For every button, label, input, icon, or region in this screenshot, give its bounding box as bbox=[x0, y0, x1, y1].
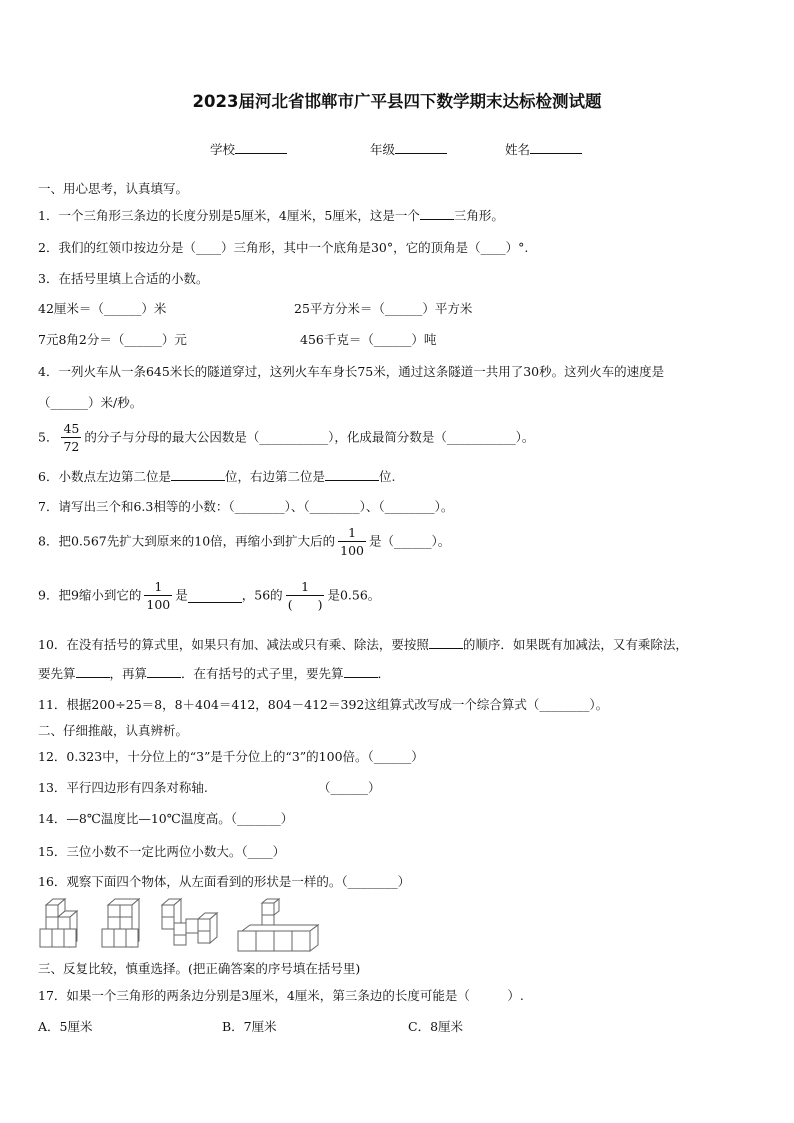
question-13: 13．平行四边形有四条对称轴. bbox=[38, 780, 208, 795]
q17-option-c[interactable]: C．8厘米 bbox=[408, 1019, 464, 1034]
question-2: 2．我们的红领巾按边分是（____）三角形，其中一个底角是30°，它的顶角是（____）°. bbox=[38, 240, 529, 255]
question-4-line1: 4．一列火车从一条645米长的隧道穿过，这列火车车身长75米，通过这条隧道一共用了30秒。这列火车的速度是 bbox=[38, 364, 665, 379]
question-12: 12．0.323中，十分位上的“3”是千分位上的“3”的100倍。（______） bbox=[38, 749, 424, 764]
question-4-line2: （______）米/秒。 bbox=[38, 395, 143, 410]
grade-label: 年级 bbox=[370, 142, 396, 157]
q6-text-a: 6．小数点左边第二位是 bbox=[38, 469, 171, 484]
section-1-heading: 一、用心思考，认真填写。 bbox=[38, 181, 189, 196]
school-blank[interactable] bbox=[235, 140, 287, 154]
q10-blank-4[interactable] bbox=[344, 664, 378, 678]
q10-blank-2[interactable] bbox=[76, 664, 110, 678]
question-3: 3．在括号里填上合适的小数。 bbox=[38, 271, 209, 286]
q8-numerator: 1 bbox=[338, 524, 366, 542]
question-3c: 7元8角2分＝（______）元 bbox=[38, 332, 187, 347]
question-5 bbox=[38, 420, 534, 455]
q5-number: 5． bbox=[38, 429, 59, 445]
q9-denominator-2[interactable]: ( ) bbox=[287, 597, 323, 612]
q10-text-f: ． bbox=[377, 666, 391, 681]
name-field[interactable] bbox=[505, 140, 582, 158]
q10-blank-1[interactable] bbox=[429, 635, 463, 649]
question-17: 17．如果一个三角形的两条边分别是3厘米，4厘米，第三条边的长度可能是（ ）. bbox=[38, 988, 524, 1003]
q10-text-e: ．在有括号的式子里，要先算 bbox=[181, 666, 344, 681]
question-11: 11．根据200÷25＝8，8＋404＝412，804－412＝392这组算式改写成一个综合算式（________）。 bbox=[38, 697, 609, 712]
q9-numerator-2: 1 bbox=[286, 578, 325, 596]
q10-text-a: 10．在没有括号的算式里，如果只有加、减法或只有乘、除法，要按照 bbox=[38, 637, 429, 652]
cube-figure-4 bbox=[238, 899, 318, 951]
question-1 bbox=[38, 206, 504, 225]
q9-denominator-1: 100 bbox=[146, 597, 171, 612]
q9-text-d: 是0.56。 bbox=[327, 587, 381, 603]
q9-fraction-1 bbox=[144, 578, 172, 613]
q17-option-a[interactable]: A．5厘米 bbox=[38, 1019, 93, 1034]
question-10-line1 bbox=[38, 635, 688, 654]
q9-blank[interactable] bbox=[188, 589, 242, 603]
q8-text-b: 是（______）。 bbox=[369, 533, 451, 549]
question-16: 16．观察下面四个物体，从左面看到的形状是一样的。（________） bbox=[38, 874, 411, 889]
q6-blank-1[interactable] bbox=[171, 467, 225, 481]
question-3a: 42厘米＝（______）米 bbox=[38, 301, 167, 316]
name-label: 姓名 bbox=[505, 142, 531, 157]
question-15: 15．三位小数不一定比两位小数大。（____） bbox=[38, 844, 286, 859]
q6-text-c: 位. bbox=[378, 469, 396, 484]
q5-text: 的分子与分母的最大公因数是（___________），化成最简分数是（___________）。 bbox=[84, 429, 535, 445]
q9-text-b: 是 bbox=[175, 587, 188, 603]
q8-fraction bbox=[338, 524, 366, 559]
grade-blank[interactable] bbox=[395, 140, 447, 154]
question-7: 7．请写出三个和6.3相等的小数：（________）、（________）、（________）。 bbox=[38, 499, 454, 514]
section-2-heading: 二、仔细推敲，认真辨析。 bbox=[38, 723, 189, 738]
q10-text-b: 的顺序．如果既有加减法，又有乘除法， bbox=[462, 637, 688, 652]
question-13-answer[interactable]: （______） bbox=[318, 780, 381, 795]
q10-text-c: 要先算 bbox=[38, 666, 76, 681]
question-3d: 456千克＝（______）吨 bbox=[300, 332, 437, 347]
q1-text-end: 三角形。 bbox=[453, 208, 504, 223]
question-8 bbox=[38, 524, 450, 559]
cube-figures bbox=[38, 897, 328, 955]
q8-denominator: 100 bbox=[340, 543, 365, 558]
q10-blank-3[interactable] bbox=[147, 664, 181, 678]
q9-fraction-2 bbox=[286, 578, 325, 613]
q9-text-a: 9．把9缩小到它的 bbox=[38, 587, 142, 603]
q1-text: 1．一个三角形三条边的长度分别是5厘米，4厘米，5厘米，这是一个 bbox=[38, 208, 420, 223]
q5-fraction bbox=[61, 420, 81, 455]
question-6 bbox=[38, 467, 395, 486]
cube-figure-1 bbox=[40, 899, 77, 947]
q6-blank-2[interactable] bbox=[325, 467, 379, 481]
school-field[interactable] bbox=[210, 140, 287, 158]
section-3-heading: 三、反复比较，慎重选择。(把正确答案的序号填在括号里) bbox=[38, 961, 361, 976]
question-3b: 25平方分米＝（______）平方米 bbox=[294, 301, 473, 316]
q9-text-c: ，56的 bbox=[241, 587, 283, 603]
q8-text-a: 8．把0.567先扩大到原来的10倍，再缩小到扩大后的 bbox=[38, 533, 336, 549]
q1-blank[interactable] bbox=[420, 206, 454, 220]
cube-figure-3 bbox=[162, 899, 217, 945]
school-label: 学校 bbox=[210, 142, 236, 157]
q10-text-d: ，再算 bbox=[109, 666, 148, 681]
name-blank[interactable] bbox=[530, 140, 582, 154]
q5-denominator: 72 bbox=[63, 439, 80, 454]
question-10-line2 bbox=[38, 664, 390, 683]
q6-text-b: 位，右边第二位是 bbox=[224, 469, 325, 484]
page-title: 2023届河北省邯郸市广平县四下数学期末达标检测试题 bbox=[192, 92, 602, 111]
q17-option-b[interactable]: B．7厘米 bbox=[222, 1019, 277, 1034]
question-9 bbox=[38, 578, 380, 613]
grade-field[interactable] bbox=[370, 140, 447, 158]
q5-numerator: 45 bbox=[63, 421, 80, 436]
question-14: 14．—8℃温度比—10℃温度高。（_______） bbox=[38, 811, 294, 826]
cube-figure-2 bbox=[102, 899, 139, 947]
q9-numerator-1: 1 bbox=[144, 578, 172, 596]
